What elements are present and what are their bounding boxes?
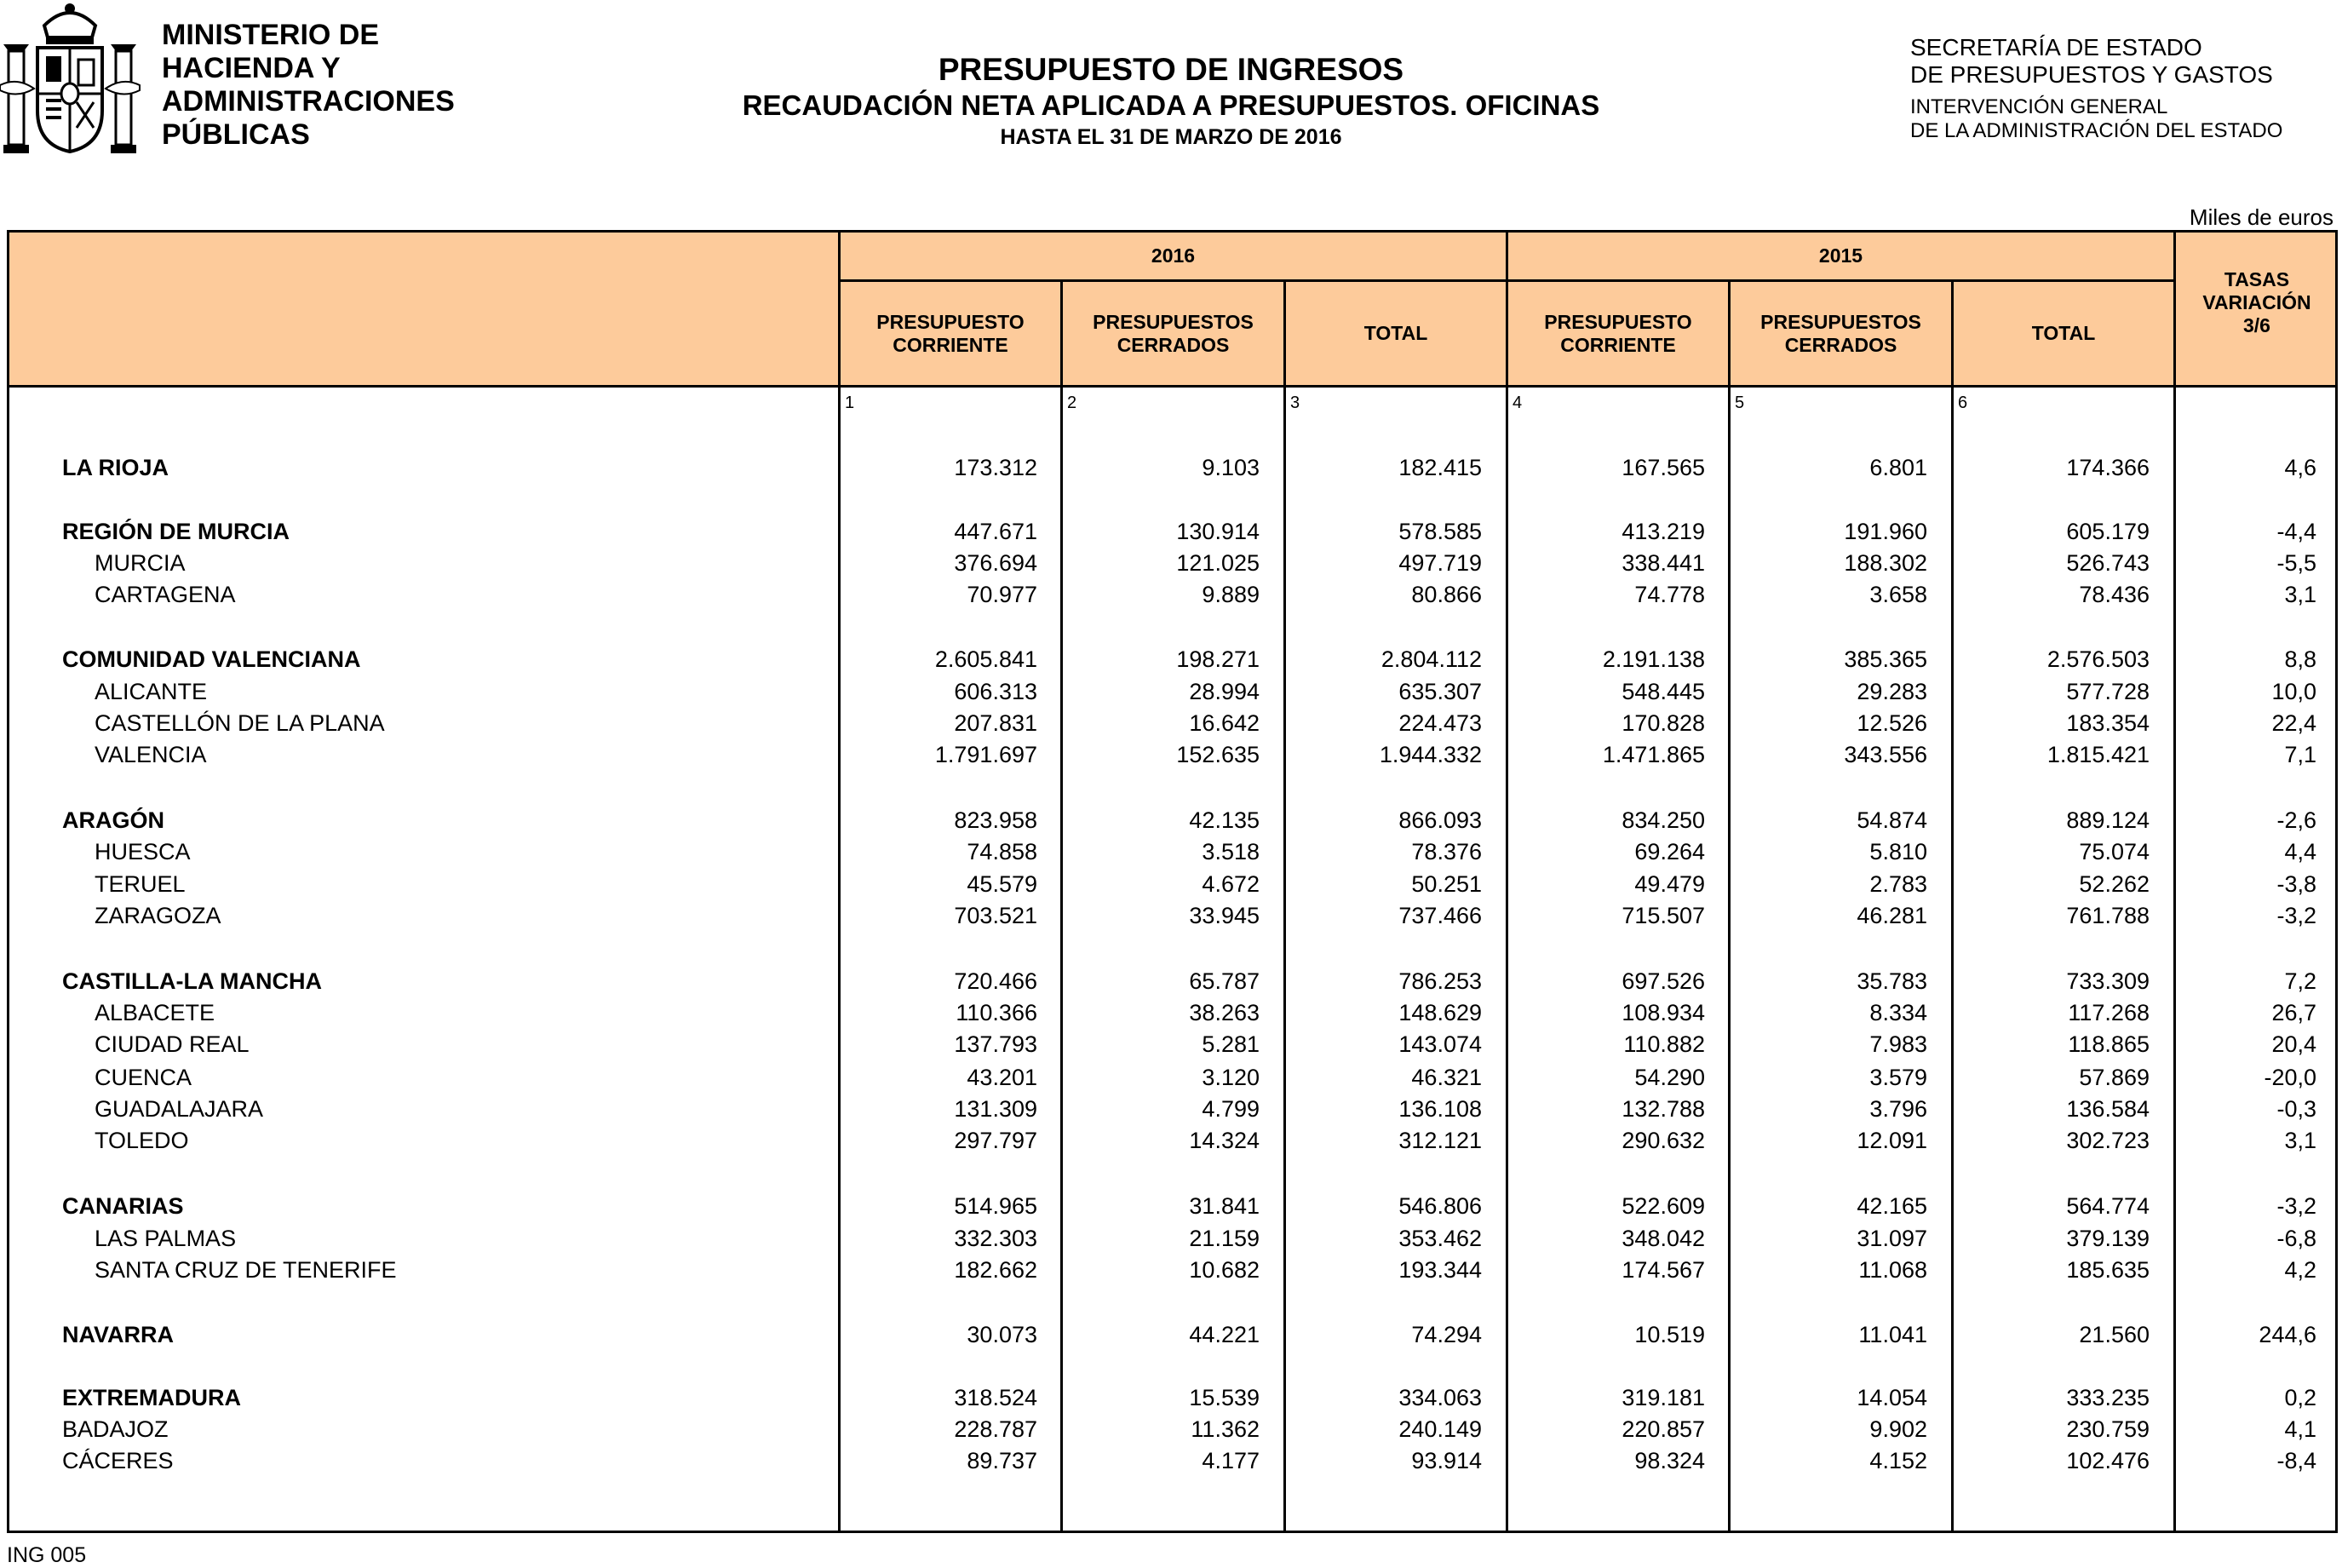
col-header-presupuestos-cerrados-2015 [1731, 282, 1951, 385]
col-header-line: 3/6 [2243, 313, 2270, 336]
table-row [0, 579, 2342, 610]
row-value: 45.579 [967, 871, 1037, 897]
col-header-line: PRESUPUESTO [1544, 310, 1692, 333]
row-value: 4,6 [2284, 455, 2316, 480]
table-row [0, 676, 2342, 707]
column-number: 2 [1067, 393, 1077, 412]
row-value: 28.994 [1189, 679, 1260, 704]
row-value: 5.281 [1202, 1031, 1260, 1057]
row-value: 379.139 [2066, 1226, 2150, 1251]
col-header-line: TASAS [2224, 267, 2290, 290]
row-value: 93.914 [1411, 1448, 1482, 1473]
row-value: 170.828 [1622, 710, 1705, 736]
row-value: 1.815.421 [2046, 742, 2150, 767]
row-value: 74.778 [1634, 582, 1705, 607]
column-number: 3 [1290, 393, 1300, 412]
row-value: 108.934 [1622, 1000, 1705, 1025]
secretaria-line: DE PRESUPUESTOS Y GASTOS [1910, 61, 2273, 88]
row-value: 564.774 [2066, 1193, 2150, 1219]
row-value: 117.268 [2068, 1000, 2150, 1025]
row-value: 183.354 [2066, 710, 2150, 736]
table-row [0, 836, 2342, 867]
row-label: CARTAGENA [95, 582, 236, 607]
row-value: 21.560 [2079, 1322, 2150, 1347]
col-header-line: TOTAL [2031, 322, 2096, 344]
table-row [0, 997, 2342, 1028]
table-row [0, 1029, 2342, 1060]
row-value: 823.958 [954, 807, 1037, 833]
column-number: 6 [1958, 393, 1968, 412]
row-value: 188.302 [1844, 550, 1927, 576]
row-value: 8.334 [1869, 1000, 1927, 1025]
row-value: -3,2 [2276, 1193, 2316, 1219]
col-header-presupuesto-corriente-2016 [841, 282, 1060, 385]
table-row [0, 900, 2342, 931]
row-label: COMUNIDAD VALENCIANA [62, 646, 361, 672]
table-row [0, 1445, 2342, 1476]
row-label: SANTA CRUZ DE TENERIFE [95, 1257, 397, 1283]
row-value: 33.945 [1189, 903, 1260, 928]
table-row [0, 739, 2342, 770]
row-value: 8,8 [2284, 646, 2316, 672]
row-value: 9.103 [1202, 455, 1260, 480]
row-value: 43.201 [967, 1065, 1037, 1090]
row-value: 4.799 [1202, 1096, 1260, 1122]
row-value: 57.869 [2079, 1065, 2150, 1090]
col-header-line: TOTAL [1363, 322, 1428, 344]
table-row [0, 1125, 2342, 1156]
row-value: 338.441 [1622, 550, 1705, 576]
units-label: Miles de euros [2189, 204, 2333, 230]
column-number: 1 [845, 393, 855, 412]
row-value: 16.642 [1189, 710, 1260, 736]
table-row [0, 1255, 2342, 1285]
row-value: 44.221 [1189, 1322, 1260, 1347]
row-value: 605.179 [2066, 519, 2150, 544]
form-code: ING 005 [7, 1543, 87, 1567]
row-value: 312.121 [1398, 1128, 1482, 1153]
row-value: 332.303 [954, 1226, 1037, 1251]
row-value: 31.841 [1189, 1193, 1260, 1219]
row-label: TOLEDO [95, 1128, 189, 1153]
row-value: 167.565 [1622, 455, 1705, 480]
row-value: 136.108 [1398, 1096, 1482, 1122]
row-label: NAVARRA [62, 1322, 174, 1347]
row-label: CASTILLA-LA MANCHA [62, 968, 322, 994]
row-value: 136.584 [2066, 1096, 2150, 1122]
row-value: 30.073 [967, 1322, 1037, 1347]
row-value: 3.658 [1869, 582, 1927, 607]
table-row [0, 805, 2342, 836]
row-label: CUENCA [95, 1065, 192, 1090]
row-value: 302.723 [2066, 1128, 2150, 1153]
row-value: 548.445 [1622, 679, 1705, 704]
row-label: CÁCERES [62, 1448, 174, 1473]
row-value: 9.889 [1202, 582, 1260, 607]
table-row [0, 452, 2342, 483]
row-value: 11.068 [1858, 1257, 1927, 1283]
col-header-line: CORRIENTE [1560, 333, 1676, 356]
row-value: 5.810 [1869, 839, 1927, 864]
row-value: 715.507 [1622, 903, 1705, 928]
row-value: 348.042 [1622, 1226, 1705, 1251]
table-row [0, 1094, 2342, 1124]
row-value: 4,4 [2284, 839, 2316, 864]
row-label: EXTREMADURA [62, 1385, 242, 1410]
row-value: 80.866 [1411, 582, 1482, 607]
col-header-total-2016 [1286, 282, 1506, 385]
secretaria-line: SECRETARÍA DE ESTADO [1910, 34, 2202, 60]
row-value: 889.124 [2066, 807, 2150, 833]
row-value: 12.526 [1857, 710, 1927, 736]
row-value: 42.165 [1857, 1193, 1927, 1219]
row-value: 173.312 [954, 455, 1037, 480]
report-date: HASTA EL 31 DE MARZO DE 2016 [1000, 125, 1342, 149]
row-value: 228.787 [954, 1416, 1037, 1442]
table-row [0, 644, 2342, 675]
intervencion-line: INTERVENCIÓN GENERAL [1910, 95, 2168, 118]
row-label: REGIÓN DE MURCIA [62, 519, 290, 544]
row-value: 74.858 [967, 839, 1037, 864]
row-value: -0,3 [2276, 1096, 2316, 1122]
row-value: -20,0 [2264, 1065, 2316, 1090]
row-label: MURCIA [95, 550, 186, 576]
row-value: 1.791.697 [934, 742, 1037, 767]
row-value: 110.882 [1623, 1031, 1705, 1057]
col-header-presupuestos-cerrados-2016 [1063, 282, 1283, 385]
row-value: 866.093 [1398, 807, 1482, 833]
row-value: 4.672 [1202, 871, 1260, 897]
row-value: -6,8 [2276, 1226, 2316, 1251]
issuing-office [1910, 34, 2282, 143]
row-value: 143.074 [1398, 1031, 1482, 1057]
row-value: 578.585 [1398, 519, 1482, 544]
row-value: 182.662 [954, 1257, 1037, 1283]
table-row [0, 1062, 2342, 1093]
row-value: -3,8 [2276, 871, 2316, 897]
row-label: BADAJOZ [62, 1416, 169, 1442]
row-value: 3,1 [2284, 1128, 2316, 1153]
row-value: 522.609 [1622, 1193, 1705, 1219]
col-header-line: VARIACIÓN [2202, 290, 2311, 313]
row-value: 42.135 [1189, 807, 1260, 833]
row-value: 2.605.841 [934, 646, 1037, 672]
row-value: 385.365 [1844, 646, 1927, 672]
row-value: 230.759 [2066, 1416, 2150, 1442]
row-value: 148.629 [1398, 1000, 1482, 1025]
row-value: 697.526 [1622, 968, 1705, 994]
row-value: 131.309 [954, 1096, 1037, 1122]
row-label: CASTELLÓN DE LA PLANA [95, 710, 385, 736]
row-value: 244,6 [2259, 1322, 2316, 1347]
row-value: 353.462 [1398, 1226, 1482, 1251]
col-header-tasas-variacion [2176, 256, 2338, 349]
row-value: 2.804.112 [1381, 646, 1482, 672]
row-value: -8,4 [2276, 1448, 2316, 1473]
row-value: 191.960 [1844, 519, 1927, 544]
row-value: 50.251 [1411, 871, 1482, 897]
row-value: 7.983 [1869, 1031, 1927, 1057]
row-value: 220.857 [1622, 1416, 1705, 1442]
row-label: VALENCIA [95, 742, 207, 767]
row-value: 31.097 [1857, 1226, 1927, 1251]
table-row [0, 516, 2342, 547]
row-value: 118.865 [2068, 1031, 2150, 1057]
row-value: 3.518 [1202, 839, 1260, 864]
row-value: 75.074 [2079, 839, 2150, 864]
row-value: -2,6 [2276, 807, 2316, 833]
row-value: 11.041 [1858, 1322, 1927, 1347]
row-value: 3,1 [2284, 582, 2316, 607]
row-value: 49.479 [1634, 871, 1705, 897]
row-value: 376.694 [954, 550, 1037, 576]
row-value: 54.290 [1634, 1065, 1705, 1090]
row-value: 413.219 [1622, 519, 1705, 544]
row-value: 334.063 [1398, 1385, 1482, 1410]
row-value: 606.313 [954, 679, 1037, 704]
row-value: 14.324 [1189, 1128, 1260, 1153]
column-number: 5 [1735, 393, 1745, 412]
row-value: 207.831 [954, 710, 1037, 736]
row-value: 4,2 [2284, 1257, 2316, 1283]
row-value: 69.264 [1634, 839, 1705, 864]
row-value: 38.263 [1189, 1000, 1260, 1025]
intervencion-line: DE LA ADMINISTRACIÓN DEL ESTADO [1910, 119, 2283, 142]
row-label: LA RIOJA [62, 455, 169, 480]
row-value: 834.250 [1622, 807, 1705, 833]
row-value: 577.728 [2066, 679, 2150, 704]
row-value: 240.149 [1398, 1416, 1482, 1442]
row-value: 2.576.503 [2046, 646, 2150, 672]
row-value: 110.366 [956, 1000, 1037, 1025]
row-value: 290.632 [1622, 1128, 1705, 1153]
row-value: 4.177 [1202, 1448, 1260, 1473]
row-value: 22,4 [2271, 710, 2316, 736]
row-value: -5,5 [2276, 550, 2316, 576]
row-value: 10,0 [2271, 679, 2316, 704]
row-value: 54.874 [1857, 807, 1927, 833]
row-value: 297.797 [954, 1128, 1037, 1153]
row-label: ALBACETE [95, 1000, 215, 1025]
row-value: 89.737 [967, 1448, 1037, 1473]
row-value: 29.283 [1857, 679, 1927, 704]
col-header-presupuesto-corriente-2015 [1508, 282, 1728, 385]
ministry-line: MINISTERIO DE [162, 19, 380, 51]
row-value: 526.743 [2066, 550, 2150, 576]
row-value: 193.344 [1398, 1257, 1482, 1283]
column-number: 4 [1513, 393, 1523, 412]
row-value: 6.801 [1869, 455, 1927, 480]
col-header-total-2015 [1954, 282, 2173, 385]
row-value: 0,2 [2284, 1385, 2316, 1410]
row-label: ZARAGOZA [95, 903, 221, 928]
row-value: 635.307 [1398, 679, 1482, 704]
row-value: 46.321 [1411, 1065, 1482, 1090]
ministry-line: HACIENDA Y [162, 52, 341, 84]
row-value: 4,1 [2284, 1416, 2316, 1442]
table-row [0, 1223, 2342, 1254]
col-header-line: PRESUPUESTOS [1760, 310, 1921, 333]
row-value: 1.471.865 [1602, 742, 1705, 767]
row-label: GUADALAJARA [95, 1096, 264, 1122]
row-value: 720.466 [954, 968, 1037, 994]
table-row [0, 1382, 2342, 1413]
report-subtitle: RECAUDACIÓN NETA APLICADA A PRESUPUESTOS. OFICINAS [742, 89, 1600, 121]
row-value: 7,1 [2284, 742, 2316, 767]
table-row [0, 869, 2342, 899]
row-value: 132.788 [1622, 1096, 1705, 1122]
row-value: 343.556 [1844, 742, 1927, 767]
row-value: 224.473 [1398, 710, 1482, 736]
row-label: HUESCA [95, 839, 191, 864]
row-label: ARAGÓN [62, 807, 164, 833]
row-value: 333.235 [2066, 1385, 2150, 1410]
row-value: 46.281 [1857, 903, 1927, 928]
row-label: LAS PALMAS [95, 1226, 237, 1251]
row-label: TERUEL [95, 871, 186, 897]
row-value: 35.783 [1857, 968, 1927, 994]
col-header-line: PRESUPUESTOS [1093, 310, 1254, 333]
row-value: 3.579 [1869, 1065, 1927, 1090]
col-header-line: CERRADOS [1116, 333, 1230, 356]
row-value: 130.914 [1176, 519, 1260, 544]
row-value: 102.476 [2066, 1448, 2150, 1473]
row-value: 15.539 [1189, 1385, 1260, 1410]
row-value: 2.191.138 [1602, 646, 1705, 672]
row-value: 2.783 [1869, 871, 1927, 897]
row-value: 26,7 [2271, 1000, 2316, 1025]
row-value: 318.524 [954, 1385, 1037, 1410]
col-header-line: CORRIENTE [893, 333, 1008, 356]
row-value: 185.635 [2066, 1257, 2150, 1283]
col-header-line: PRESUPUESTO [876, 310, 1025, 333]
row-value: 1.944.332 [1379, 742, 1482, 767]
row-value: 98.324 [1634, 1448, 1705, 1473]
row-value: 319.181 [1622, 1385, 1705, 1410]
row-label: ALICANTE [95, 679, 208, 704]
row-value: 14.054 [1857, 1385, 1927, 1410]
row-value: -3,2 [2276, 903, 2316, 928]
row-value: 11.362 [1191, 1416, 1260, 1442]
coat-of-arms-icon [0, 0, 141, 164]
row-value: 761.788 [2066, 903, 2150, 928]
row-value: 21.159 [1189, 1226, 1260, 1251]
row-value: 3.120 [1202, 1065, 1260, 1090]
row-value: 198.271 [1176, 646, 1260, 672]
row-value: 4.152 [1869, 1448, 1927, 1473]
row-value: 733.309 [2066, 968, 2150, 994]
year-header-2016: 2016 [1151, 244, 1196, 267]
row-value: 182.415 [1398, 455, 1482, 480]
table-row [0, 1414, 2342, 1445]
row-value: 52.262 [2079, 871, 2150, 897]
row-value: 10.519 [1634, 1322, 1705, 1347]
year-header-2015: 2015 [1818, 244, 1863, 267]
row-value: 3.796 [1869, 1096, 1927, 1122]
table-row [0, 1319, 2342, 1350]
row-value: 12.091 [1857, 1128, 1927, 1153]
row-value: 546.806 [1398, 1193, 1482, 1219]
row-value: 65.787 [1189, 968, 1260, 994]
row-value: 497.719 [1398, 550, 1482, 576]
row-value: 10.682 [1189, 1257, 1260, 1283]
row-value: 78.436 [2079, 582, 2150, 607]
row-value: -4,4 [2276, 519, 2316, 544]
table-row [0, 966, 2342, 997]
col-header-line: CERRADOS [1784, 333, 1897, 356]
row-value: 737.466 [1398, 903, 1482, 928]
row-label: CIUDAD REAL [95, 1031, 250, 1057]
row-value: 514.965 [954, 1193, 1037, 1219]
row-value: 786.253 [1398, 968, 1482, 994]
row-value: 447.671 [954, 519, 1037, 544]
row-value: 70.977 [967, 582, 1037, 607]
ministry-line: ADMINISTRACIONES [162, 85, 455, 118]
report-title: PRESUPUESTO DE INGRESOS [938, 52, 1404, 87]
row-value: 137.793 [954, 1031, 1037, 1057]
row-value: 9.902 [1869, 1416, 1927, 1442]
row-value: 74.294 [1411, 1322, 1482, 1347]
table-row [0, 708, 2342, 738]
row-value: 78.376 [1411, 839, 1482, 864]
row-value: 174.567 [1622, 1257, 1705, 1283]
row-label: CANARIAS [62, 1193, 184, 1219]
row-value: 7,2 [2284, 968, 2316, 994]
table-row [0, 548, 2342, 578]
ministry-line: PÚBLICAS [162, 118, 310, 151]
row-value: 20,4 [2271, 1031, 2316, 1057]
table-row [0, 1191, 2342, 1221]
row-value: 121.025 [1176, 550, 1260, 576]
row-value: 703.521 [954, 903, 1037, 928]
row-value: 174.366 [2066, 455, 2150, 480]
row-value: 152.635 [1176, 742, 1260, 767]
report-titles [596, 51, 1746, 152]
ministry-name [162, 19, 455, 152]
